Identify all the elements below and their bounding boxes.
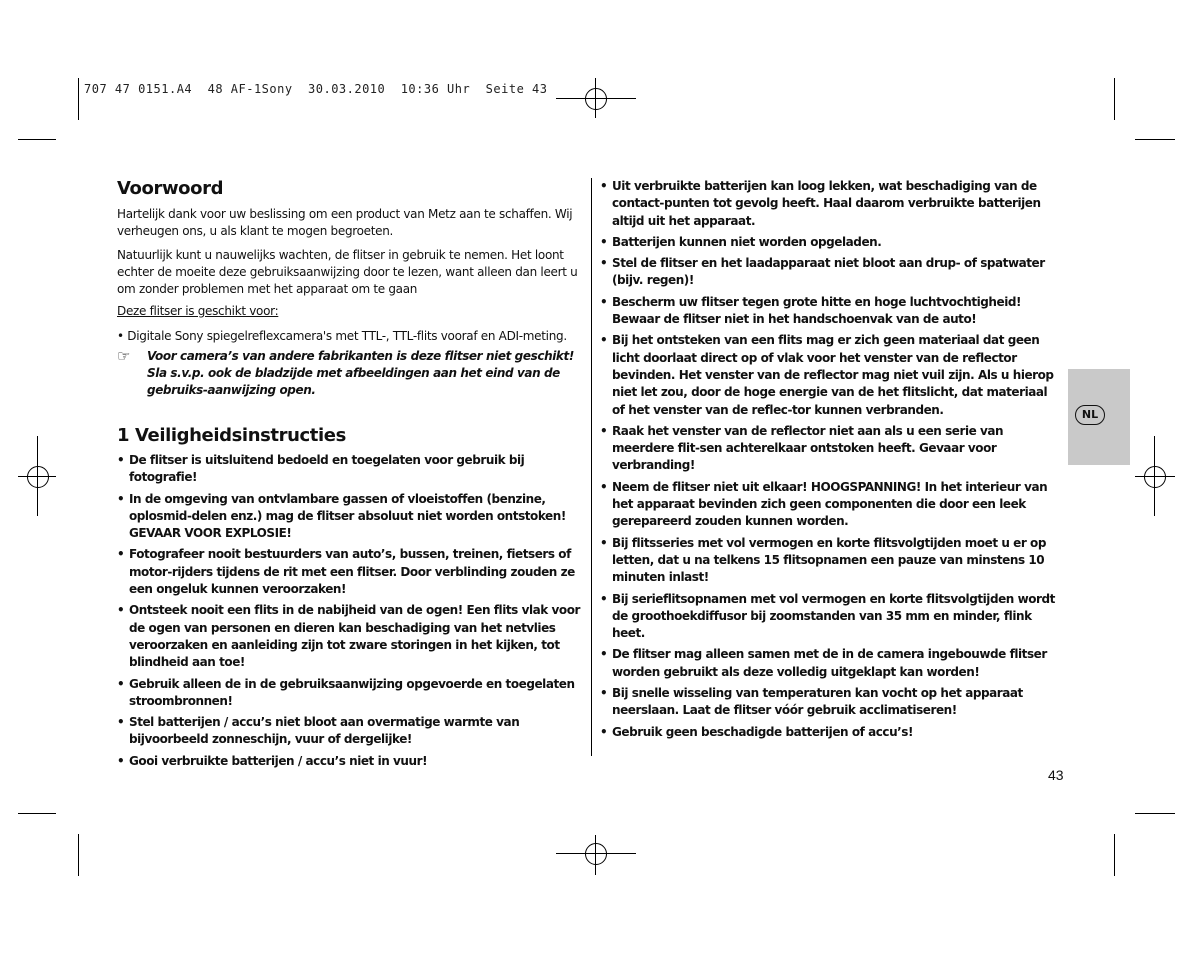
safety-list — [117, 452, 582, 770]
safety-item: • Ontsteek nooit een flits in de nabijheid van de ogen! Een flits vlak voor de ogen van personen en dieren kan beschadiging van het netvlies veroorzaken en aanleiding zijn tot zware storingen in het kijken, tot blindheid aan toe! — [117, 602, 582, 671]
safety-list-continued — [600, 178, 1062, 741]
safety-item: • Bescherm uw flitser tegen grote hitte en hoge luchtvochtigheid! Bewaar de flitser niet in het handschoenvak van de auto! — [600, 294, 1062, 329]
safety-item: • Raak het venster van de reflector niet aan als u een serie van meerdere flit-sen achterelkaar ontstoken heeft. Gevaar voor verbranding! — [600, 423, 1062, 475]
left-column — [117, 178, 582, 774]
safety-item: • In de omgeving van ontvlambare gassen of vloeistoffen (benzine, oplosmid-delen enz.) mag de flitser absoluut niet worden ontstoken! GEVAAR VOOR EXPLOSIE! — [117, 491, 582, 543]
safety-item: • Bij snelle wisseling van temperaturen kan vocht op het apparaat neerslaan. Laat de flitser vóór gebruik acclimatiseren! — [600, 685, 1062, 720]
safety-item: • Neem de flitser niet uit elkaar! HOOGSPANNING! In het interieur van het apparaat bevinden zich geen componenten die door een leek gerepareerd zouden kunnen worden. — [600, 479, 1062, 531]
safety-item: • Stel batterijen / accu’s niet bloot aan overmatige warmte van bijvoorbeeld zonneschijn, vuur of dergelijke! — [117, 714, 582, 749]
safety-item: • Bij flitsseries met vol vermogen en korte flitsvolgtijden moet u er op letten, dat u na telkens 15 flitsopnamen een pauze van minstens 10 minuten inlast! — [600, 535, 1062, 587]
safety-item: • Gebruik alleen de in de gebruiksaanwijzing opgevoerde en toegelaten stroombronnen! — [117, 676, 582, 711]
language-badge: NL — [1075, 405, 1105, 425]
section-heading-safety: 1 Veiligheidsinstructies — [117, 425, 346, 446]
safety-item: • Stel de flitser en het laadapparaat niet bloot aan drup- of spatwater (bijv. regen)! — [600, 255, 1062, 290]
page-number: 43 — [1048, 767, 1064, 783]
safety-item: • De flitser is uitsluitend bedoeld en toegelaten voor gebruik bij fotografie! — [117, 452, 582, 487]
note — [117, 348, 582, 399]
right-column — [600, 178, 1062, 745]
intro-paragraph-1: Hartelijk dank voor uw beslissing om een product van Metz aan te schaffen. Wij verheugen ons, u als klant te mogen begroeten. — [117, 207, 573, 238]
safety-item: • Fotografeer nooit bestuurders van auto’s, bussen, treinen, fietsers of motor-rijders tijdens de rit met een flitser. Door verblinding zouden ze een ongeluk kunnen veroorzaken! — [117, 546, 582, 598]
suitability-label: Deze flitser is geschikt voor: — [117, 304, 279, 318]
safety-item: • Bij serieflitsopnamen met vol vermogen en korte flitsvolgtijden wordt de groothoekdiffusor bij zoomstanden van 35 mm en minder, flink heet. — [600, 591, 1062, 643]
safety-item: • Uit verbruikte batterijen kan loog lekken, wat beschadiging van de contact-punten tot gevolg heeft. Haal daarom verbruikte batterijen altijd uit het apparaat. — [600, 178, 1062, 230]
suitability-item: • Digitale Sony spiegelreflexcamera's met TTL-, TTL-flits vooraf en ADI-meting. — [117, 329, 567, 343]
safety-item: • Batterijen kunnen niet worden opgeladen. — [600, 234, 1062, 251]
safety-item: • De flitser mag alleen samen met de in de camera ingebouwde flitser worden gebruikt als deze volledig uitgeklapt kan worden! — [600, 646, 1062, 681]
explosion-warning: GEVAAR VOOR EXPLOSIE! — [129, 526, 292, 541]
intro-paragraph-2: Natuurlijk kunt u nauwelijks wachten, de flitser in gebruik te nemen. Het loont echter de moeite deze gebruiksaanwijzing door te lezen, want alleen dan leert u om zonder problemen met het apparaat om te gaan — [117, 248, 578, 296]
pointing-hand-icon: ☞ — [117, 348, 131, 365]
safety-item: • Gooi verbruikte batterijen / accu’s niet in vuur! — [117, 753, 582, 770]
print-header: 707 47 0151.A4 48 AF-1Sony 30.03.2010 10:36 Uhr Seite 43 — [84, 82, 548, 96]
safety-item: • Bij het ontsteken van een flits mag er zich geen materiaal dat geen licht doorlaat direct op of vlak voor het venster van de reflector bevinden. Het venster van de reflector mag niet vuil zijn. Als u hierop niet let zou, door de hoge energie van de het flitslicht, dat materiaal of het venster van de reflec-tor kunnen verbranden. — [600, 332, 1062, 418]
section-heading-foreword: Voorwoord — [117, 178, 224, 199]
column-divider — [591, 178, 592, 756]
safety-item: • Gebruik geen beschadigde batterijen of accu’s! — [600, 724, 1062, 741]
note-text: Voor camera’s van andere fabrikanten is deze flitser niet geschikt! Sla s.v.p. ook de bladzijde met afbeeldingen aan het eind van de gebruiks-aanwijzing open. — [147, 349, 574, 397]
